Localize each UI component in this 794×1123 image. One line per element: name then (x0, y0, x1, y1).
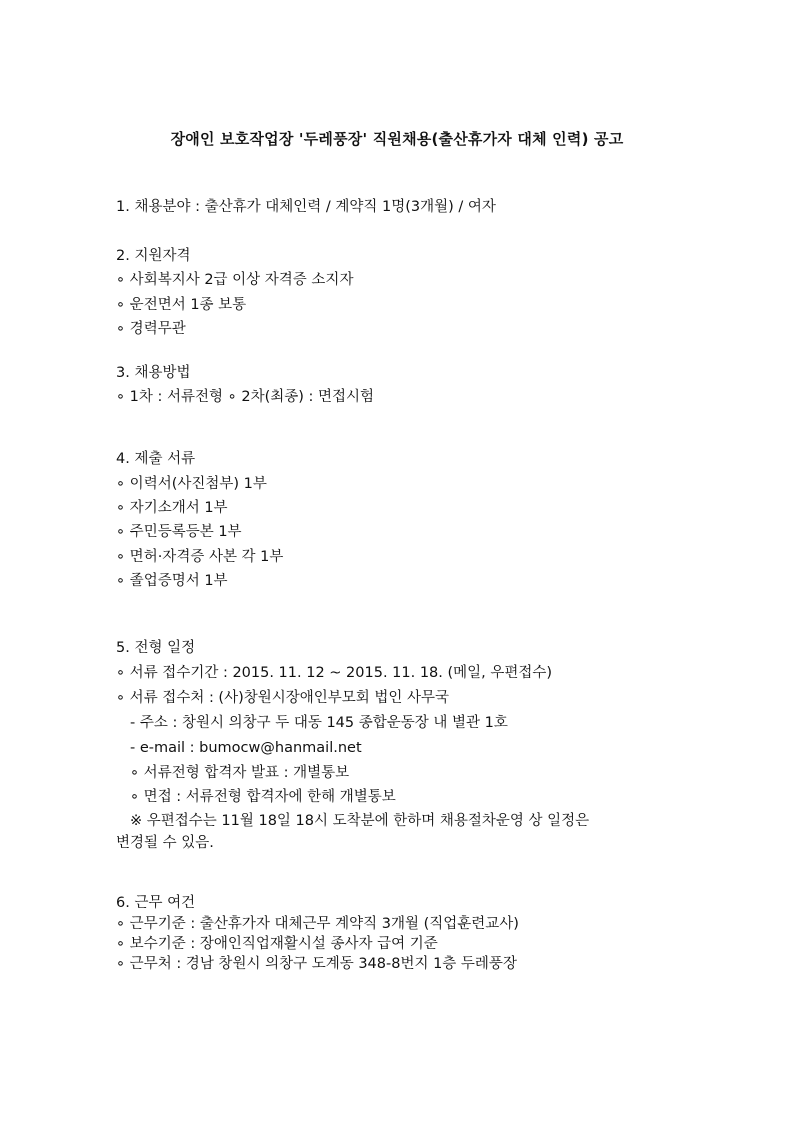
section2-item: ∘ 운전면서 1종 보통 (116, 297, 247, 313)
section2-heading: 2. 지원자격 (116, 248, 191, 264)
section5-subitem: ∘ 면접 : 서류전형 합격자에 한해 개별통보 (130, 789, 396, 805)
section5-subitem: - e-mail : bumocw@hanmail.net (130, 740, 362, 756)
section1-line: 1. 채용분야 : 출산휴가 대체인력 / 계약직 1명(3개월) / 여자 (116, 199, 496, 215)
section6-item: ∘ 보수기준 : 장애인직업재활시설 종사자 급여 기준 (116, 936, 438, 952)
section6-item: ∘ 근무처 : 경남 창원시 의창구 도계동 348-8번지 1층 두레풍장 (116, 956, 517, 972)
section4-item: ∘ 이력서(사진첨부) 1부 (116, 476, 267, 492)
section5-note-line1: ※ 우편접수는 11월 18일 18시 도착분에 한하며 채용절차운영 상 일정은 (130, 813, 590, 829)
section4-heading: 4. 제출 서류 (116, 451, 196, 467)
section4-item: ∘ 면허·자격증 사본 각 1부 (116, 549, 284, 565)
section5-subitem: ∘ 서류전형 합격자 발표 : 개별통보 (130, 765, 350, 781)
section4-item: ∘ 주민등록등본 1부 (116, 524, 242, 540)
section5-item: ∘ 서류 접수기간 : 2015. 11. 12 ~ 2015. 11. 18. (메일, 우편접수) (116, 665, 553, 681)
section3-item: ∘ 1차 : 서류전형 ∘ 2차(최종) : 면접시험 (116, 389, 375, 405)
section6-heading: 6. 근무 여건 (116, 895, 196, 911)
section5-subitem: - 주소 : 창원시 의창구 두 대동 145 종합운동장 내 별관 1호 (130, 715, 508, 731)
section6-item: ∘ 근무기준 : 출산휴가자 대체근무 계약직 3개월 (직업훈련교사) (116, 916, 519, 932)
section4-item: ∘ 졸업증명서 1부 (116, 573, 228, 589)
section2-item: ∘ 경력무관 (116, 321, 186, 337)
section5-heading: 5. 전형 일정 (116, 640, 196, 656)
section4-item: ∘ 자기소개서 1부 (116, 500, 228, 516)
section5-note-line2: 변경될 수 있음. (116, 835, 214, 851)
document-title: 장애인 보호작업장 '두레풍장' 직원채용(출산휴가자 대체 인력) 공고 (170, 130, 624, 148)
section5-item: ∘ 서류 접수처 : (사)창원시장애인부모회 법인 사무국 (116, 690, 450, 706)
section3-heading: 3. 채용방법 (116, 365, 191, 381)
section2-item: ∘ 사회복지사 2급 이상 자격증 소지자 (116, 272, 354, 288)
